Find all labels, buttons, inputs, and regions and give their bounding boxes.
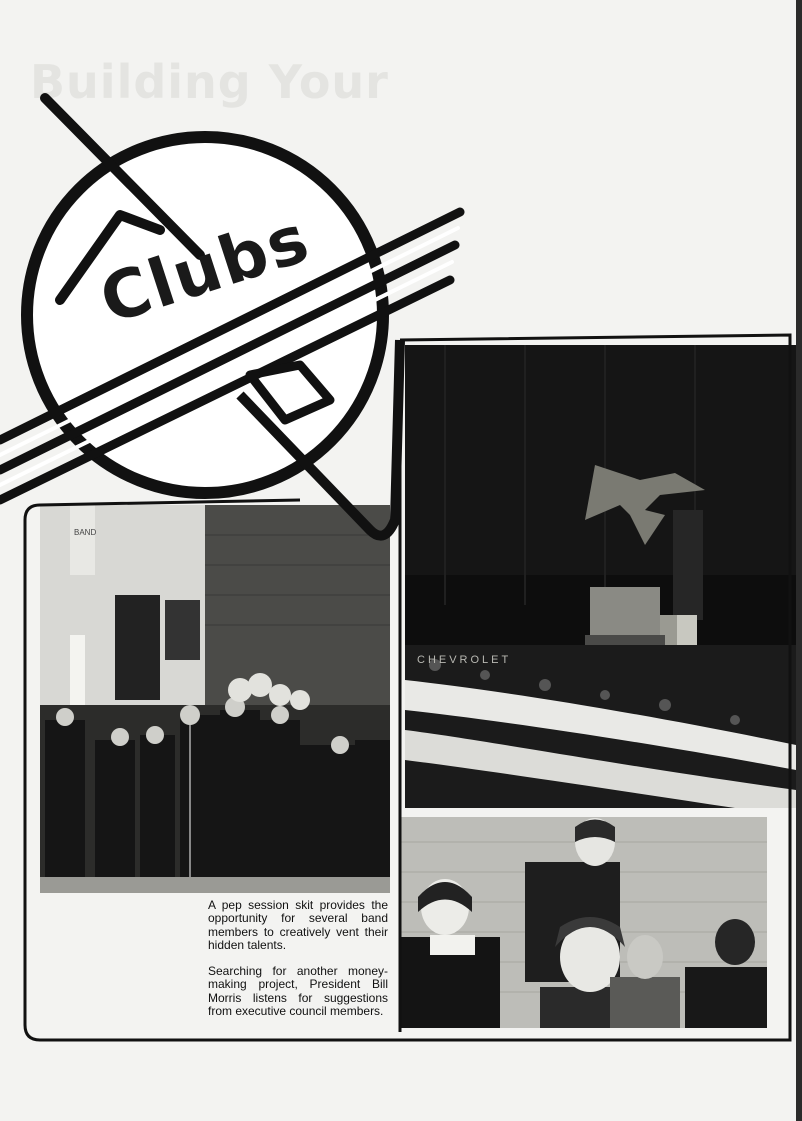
meeting-caption: Searching for another money-making project, President Bill Morris listens for suggestions from executive council members. [208,964,388,1019]
stage-sign-text: CHEVROLET [417,654,512,666]
skit-caption: A pep session skit provides the opportunity for several band members to creatively vent their hidden talents. [208,898,388,953]
skit-banner-text: BAND [74,528,97,537]
page-edge-shadow [796,0,802,1121]
bleed-through-title: Building Your [30,55,389,109]
clubs-logo-title: Clubs [91,199,320,339]
logo-circle [27,137,383,493]
